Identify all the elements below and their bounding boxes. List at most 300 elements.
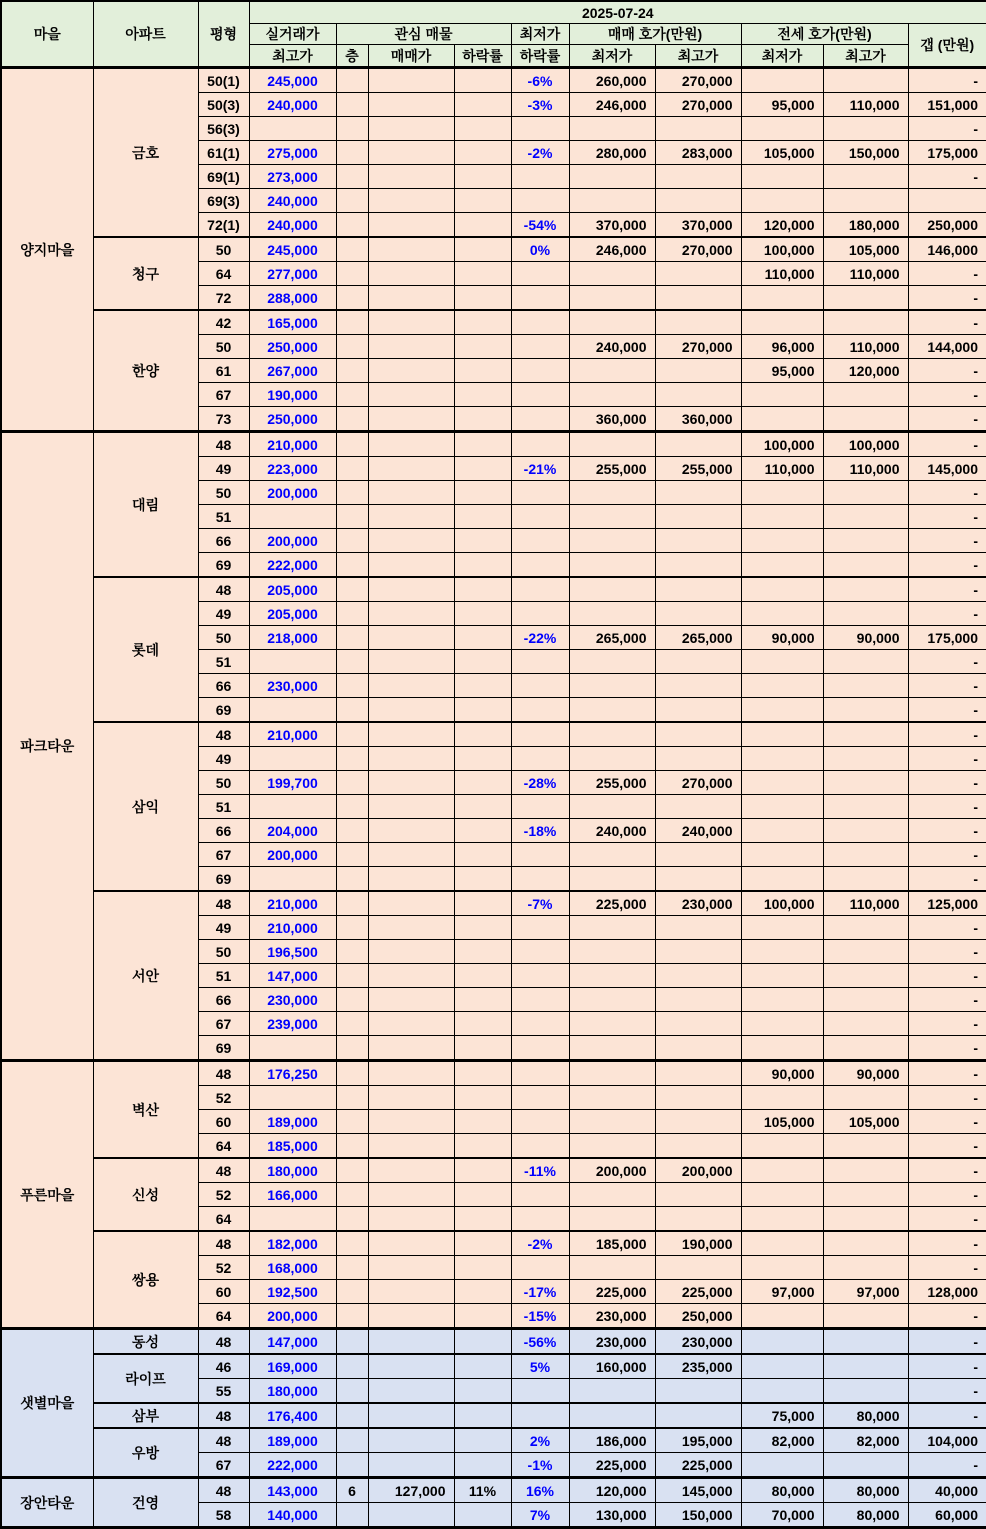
- deal-high-cell[interactable]: 180,000: [249, 1158, 336, 1183]
- size-cell[interactable]: 49: [198, 747, 249, 771]
- gap-cell[interactable]: 128,000: [908, 1280, 986, 1304]
- size-cell[interactable]: 52: [198, 1183, 249, 1207]
- drop-rate-cell[interactable]: [454, 1428, 511, 1453]
- floor-cell[interactable]: [336, 1012, 368, 1036]
- jeonse-min-cell[interactable]: [741, 843, 823, 867]
- gap-cell[interactable]: -: [908, 602, 986, 626]
- jeonse-max-cell[interactable]: [823, 68, 908, 93]
- deal-high-cell[interactable]: 267,000: [249, 359, 336, 383]
- sale-max-cell[interactable]: 370,000: [655, 213, 741, 238]
- sale-max-cell[interactable]: [655, 747, 741, 771]
- ask-price-cell[interactable]: [368, 1012, 454, 1036]
- deal-high-cell[interactable]: 200,000: [249, 481, 336, 505]
- sale-min-cell[interactable]: [569, 988, 655, 1012]
- deal-high-cell[interactable]: 218,000: [249, 626, 336, 650]
- apartment-cell[interactable]: 대림: [93, 432, 198, 578]
- size-cell[interactable]: 69: [198, 553, 249, 578]
- jeonse-max-cell[interactable]: [823, 165, 908, 189]
- jeonse-min-cell[interactable]: 80,000: [741, 1478, 823, 1503]
- drop-rate-cell[interactable]: [454, 819, 511, 843]
- apartment-cell[interactable]: 금호: [93, 68, 198, 238]
- sale-min-cell[interactable]: 246,000: [569, 93, 655, 117]
- floor-cell[interactable]: [336, 335, 368, 359]
- floor-cell[interactable]: [336, 141, 368, 165]
- gap-cell[interactable]: 151,000: [908, 93, 986, 117]
- jeonse-min-cell[interactable]: [741, 1012, 823, 1036]
- gap-cell[interactable]: -: [908, 1329, 986, 1355]
- header-sale-group[interactable]: 매매 호가(만원): [569, 24, 741, 45]
- drop-rate-cell[interactable]: [454, 1329, 511, 1355]
- jeonse-max-cell[interactable]: 150,000: [823, 141, 908, 165]
- drop-rate-cell[interactable]: [454, 843, 511, 867]
- sale-max-cell[interactable]: 230,000: [655, 1329, 741, 1355]
- sale-min-cell[interactable]: [569, 964, 655, 988]
- lowest-drop-cell[interactable]: [511, 529, 569, 553]
- lowest-drop-cell[interactable]: [511, 916, 569, 940]
- floor-cell[interactable]: [336, 1379, 368, 1404]
- jeonse-max-cell[interactable]: [823, 1231, 908, 1256]
- jeonse-max-cell[interactable]: 90,000: [823, 626, 908, 650]
- floor-cell[interactable]: [336, 359, 368, 383]
- size-cell[interactable]: 48: [198, 577, 249, 602]
- ask-price-cell[interactable]: [368, 1158, 454, 1183]
- sale-min-cell[interactable]: 120,000: [569, 1478, 655, 1503]
- jeonse-max-cell[interactable]: [823, 1012, 908, 1036]
- jeonse-min-cell[interactable]: [741, 940, 823, 964]
- gap-cell[interactable]: -: [908, 795, 986, 819]
- drop-rate-cell[interactable]: [454, 988, 511, 1012]
- header-jeonse-group[interactable]: 전세 호가(만원): [741, 24, 908, 45]
- floor-cell[interactable]: [336, 553, 368, 578]
- lowest-drop-cell[interactable]: [511, 505, 569, 529]
- deal-high-cell[interactable]: [249, 795, 336, 819]
- apartment-cell[interactable]: 청구: [93, 237, 198, 310]
- jeonse-min-cell[interactable]: [741, 698, 823, 723]
- sale-max-cell[interactable]: [655, 553, 741, 578]
- size-cell[interactable]: 51: [198, 795, 249, 819]
- jeonse-max-cell[interactable]: 105,000: [823, 1110, 908, 1134]
- deal-high-cell[interactable]: [249, 867, 336, 892]
- size-cell[interactable]: 73: [198, 407, 249, 432]
- drop-rate-cell[interactable]: [454, 1012, 511, 1036]
- floor-cell[interactable]: [336, 1036, 368, 1061]
- gap-cell[interactable]: -: [908, 867, 986, 892]
- drop-rate-cell[interactable]: [454, 93, 511, 117]
- floor-cell[interactable]: [336, 213, 368, 238]
- floor-cell[interactable]: [336, 1086, 368, 1110]
- deal-high-cell[interactable]: 140,000: [249, 1503, 336, 1528]
- gap-cell[interactable]: -: [908, 1158, 986, 1183]
- jeonse-min-cell[interactable]: [741, 189, 823, 213]
- apartment-cell[interactable]: 한양: [93, 310, 198, 432]
- drop-rate-cell[interactable]: [454, 335, 511, 359]
- sale-max-cell[interactable]: [655, 1403, 741, 1428]
- gap-cell[interactable]: -: [908, 964, 986, 988]
- ask-price-cell[interactable]: [368, 916, 454, 940]
- apartment-cell[interactable]: 쌍용: [93, 1231, 198, 1329]
- header-lowest[interactable]: 최저가: [511, 24, 569, 45]
- deal-high-cell[interactable]: [249, 1036, 336, 1061]
- gap-cell[interactable]: -: [908, 747, 986, 771]
- jeonse-max-cell[interactable]: [823, 1183, 908, 1207]
- lowest-drop-cell[interactable]: -54%: [511, 213, 569, 238]
- sale-min-cell[interactable]: [569, 867, 655, 892]
- size-cell[interactable]: 61(1): [198, 141, 249, 165]
- lowest-drop-cell[interactable]: [511, 1183, 569, 1207]
- jeonse-max-cell[interactable]: 80,000: [823, 1403, 908, 1428]
- sale-min-cell[interactable]: [569, 1012, 655, 1036]
- lowest-drop-cell[interactable]: [511, 602, 569, 626]
- gap-cell[interactable]: -: [908, 1036, 986, 1061]
- floor-cell[interactable]: [336, 1329, 368, 1355]
- sale-min-cell[interactable]: [569, 1256, 655, 1280]
- ask-price-cell[interactable]: [368, 529, 454, 553]
- apartment-cell[interactable]: 동성: [93, 1329, 198, 1355]
- lowest-drop-cell[interactable]: [511, 1110, 569, 1134]
- sale-min-cell[interactable]: 230,000: [569, 1304, 655, 1329]
- deal-high-cell[interactable]: 143,000: [249, 1478, 336, 1503]
- lowest-drop-cell[interactable]: -2%: [511, 1231, 569, 1256]
- size-cell[interactable]: 72(1): [198, 213, 249, 238]
- lowest-drop-cell[interactable]: -11%: [511, 1158, 569, 1183]
- jeonse-min-cell[interactable]: 97,000: [741, 1280, 823, 1304]
- header-jeonse-max[interactable]: 최고가: [823, 45, 908, 68]
- lowest-drop-cell[interactable]: [511, 698, 569, 723]
- jeonse-min-cell[interactable]: [741, 1134, 823, 1159]
- size-cell[interactable]: 50: [198, 626, 249, 650]
- deal-high-cell[interactable]: 200,000: [249, 529, 336, 553]
- lowest-drop-cell[interactable]: [511, 335, 569, 359]
- sale-min-cell[interactable]: [569, 916, 655, 940]
- sale-max-cell[interactable]: 265,000: [655, 626, 741, 650]
- floor-cell[interactable]: [336, 383, 368, 407]
- jeonse-min-cell[interactable]: [741, 68, 823, 93]
- ask-price-cell[interactable]: [368, 93, 454, 117]
- sale-max-cell[interactable]: [655, 964, 741, 988]
- lowest-drop-cell[interactable]: [511, 988, 569, 1012]
- sale-min-cell[interactable]: 225,000: [569, 1280, 655, 1304]
- drop-rate-cell[interactable]: [454, 1256, 511, 1280]
- sale-max-cell[interactable]: [655, 505, 741, 529]
- gap-cell[interactable]: -: [908, 359, 986, 383]
- floor-cell[interactable]: [336, 940, 368, 964]
- deal-high-cell[interactable]: 239,000: [249, 1012, 336, 1036]
- jeonse-max-cell[interactable]: [823, 1158, 908, 1183]
- jeonse-max-cell[interactable]: 80,000: [823, 1503, 908, 1528]
- size-cell[interactable]: 60: [198, 1110, 249, 1134]
- sale-max-cell[interactable]: 283,000: [655, 141, 741, 165]
- gap-cell[interactable]: -: [908, 1183, 986, 1207]
- floor-cell[interactable]: [336, 165, 368, 189]
- deal-high-cell[interactable]: 200,000: [249, 843, 336, 867]
- sale-max-cell[interactable]: [655, 1183, 741, 1207]
- sale-min-cell[interactable]: [569, 359, 655, 383]
- drop-rate-cell[interactable]: [454, 964, 511, 988]
- sale-max-cell[interactable]: 270,000: [655, 93, 741, 117]
- ask-price-cell[interactable]: [368, 237, 454, 262]
- jeonse-max-cell[interactable]: [823, 407, 908, 432]
- jeonse-min-cell[interactable]: [741, 1379, 823, 1404]
- floor-cell[interactable]: [336, 1354, 368, 1379]
- drop-rate-cell[interactable]: [454, 286, 511, 311]
- ask-price-cell[interactable]: [368, 940, 454, 964]
- ask-price-cell[interactable]: [368, 698, 454, 723]
- deal-high-cell[interactable]: 210,000: [249, 722, 336, 747]
- jeonse-max-cell[interactable]: 110,000: [823, 335, 908, 359]
- sale-min-cell[interactable]: [569, 383, 655, 407]
- deal-high-cell[interactable]: 210,000: [249, 891, 336, 916]
- lowest-drop-cell[interactable]: 5%: [511, 1354, 569, 1379]
- jeonse-max-cell[interactable]: [823, 505, 908, 529]
- sale-max-cell[interactable]: [655, 722, 741, 747]
- ask-price-cell[interactable]: [368, 1183, 454, 1207]
- drop-rate-cell[interactable]: [454, 1036, 511, 1061]
- sale-max-cell[interactable]: 270,000: [655, 237, 741, 262]
- ask-price-cell[interactable]: [368, 795, 454, 819]
- gap-cell[interactable]: -: [908, 916, 986, 940]
- lowest-drop-cell[interactable]: -1%: [511, 1453, 569, 1478]
- floor-cell[interactable]: [336, 1304, 368, 1329]
- header-size[interactable]: 평형: [198, 1, 249, 68]
- sale-min-cell[interactable]: [569, 117, 655, 141]
- ask-price-cell[interactable]: [368, 262, 454, 286]
- jeonse-max-cell[interactable]: 80,000: [823, 1478, 908, 1503]
- size-cell[interactable]: 64: [198, 1134, 249, 1159]
- deal-high-cell[interactable]: 205,000: [249, 577, 336, 602]
- jeonse-min-cell[interactable]: [741, 722, 823, 747]
- sale-min-cell[interactable]: [569, 1403, 655, 1428]
- sale-min-cell[interactable]: 225,000: [569, 1453, 655, 1478]
- lowest-drop-cell[interactable]: [511, 1061, 569, 1086]
- ask-price-cell[interactable]: [368, 213, 454, 238]
- drop-rate-cell[interactable]: [454, 117, 511, 141]
- ask-price-cell[interactable]: [368, 722, 454, 747]
- lowest-drop-cell[interactable]: [511, 481, 569, 505]
- floor-cell[interactable]: [336, 722, 368, 747]
- gap-cell[interactable]: -: [908, 529, 986, 553]
- ask-price-cell[interactable]: [368, 383, 454, 407]
- lowest-drop-cell[interactable]: [511, 867, 569, 892]
- jeonse-min-cell[interactable]: [741, 819, 823, 843]
- sale-max-cell[interactable]: [655, 359, 741, 383]
- size-cell[interactable]: 52: [198, 1256, 249, 1280]
- deal-high-cell[interactable]: 273,000: [249, 165, 336, 189]
- sale-min-cell[interactable]: [569, 262, 655, 286]
- deal-high-cell[interactable]: 240,000: [249, 213, 336, 238]
- ask-price-cell[interactable]: [368, 650, 454, 674]
- deal-high-cell[interactable]: 166,000: [249, 1183, 336, 1207]
- sale-min-cell[interactable]: 246,000: [569, 237, 655, 262]
- jeonse-min-cell[interactable]: [741, 1207, 823, 1232]
- sale-max-cell[interactable]: 235,000: [655, 1354, 741, 1379]
- sale-min-cell[interactable]: 255,000: [569, 457, 655, 481]
- sale-max-cell[interactable]: [655, 988, 741, 1012]
- size-cell[interactable]: 48: [198, 1478, 249, 1503]
- village-cell[interactable]: 푸른마을: [1, 1061, 93, 1329]
- sale-min-cell[interactable]: 230,000: [569, 1329, 655, 1355]
- lowest-drop-cell[interactable]: [511, 940, 569, 964]
- jeonse-min-cell[interactable]: [741, 505, 823, 529]
- ask-price-cell[interactable]: [368, 1061, 454, 1086]
- deal-high-cell[interactable]: 168,000: [249, 1256, 336, 1280]
- size-cell[interactable]: 48: [198, 1403, 249, 1428]
- size-cell[interactable]: 67: [198, 1012, 249, 1036]
- deal-high-cell[interactable]: 147,000: [249, 964, 336, 988]
- jeonse-max-cell[interactable]: [823, 577, 908, 602]
- drop-rate-cell[interactable]: [454, 1354, 511, 1379]
- deal-high-cell[interactable]: 204,000: [249, 819, 336, 843]
- ask-price-cell[interactable]: [368, 577, 454, 602]
- ask-price-cell[interactable]: [368, 432, 454, 457]
- ask-price-cell[interactable]: [368, 602, 454, 626]
- sale-min-cell[interactable]: [569, 189, 655, 213]
- sale-max-cell[interactable]: [655, 1256, 741, 1280]
- gap-cell[interactable]: -: [908, 988, 986, 1012]
- size-cell[interactable]: 50: [198, 481, 249, 505]
- deal-high-cell[interactable]: 245,000: [249, 237, 336, 262]
- sale-min-cell[interactable]: [569, 843, 655, 867]
- size-cell[interactable]: 67: [198, 843, 249, 867]
- sale-min-cell[interactable]: 370,000: [569, 213, 655, 238]
- jeonse-max-cell[interactable]: 110,000: [823, 93, 908, 117]
- jeonse-max-cell[interactable]: 90,000: [823, 1061, 908, 1086]
- gap-cell[interactable]: 125,000: [908, 891, 986, 916]
- floor-cell[interactable]: [336, 1158, 368, 1183]
- floor-cell[interactable]: [336, 843, 368, 867]
- header-apartment[interactable]: 아파트: [93, 1, 198, 68]
- floor-cell[interactable]: 6: [336, 1478, 368, 1503]
- gap-cell[interactable]: -: [908, 722, 986, 747]
- ask-price-cell[interactable]: [368, 843, 454, 867]
- drop-rate-cell[interactable]: [454, 577, 511, 602]
- floor-cell[interactable]: [336, 1503, 368, 1528]
- header-watch-group[interactable]: 관심 매물: [336, 24, 511, 45]
- lowest-drop-cell[interactable]: [511, 407, 569, 432]
- gap-cell[interactable]: 60,000: [908, 1503, 986, 1528]
- lowest-drop-cell[interactable]: [511, 674, 569, 698]
- drop-rate-cell[interactable]: [454, 553, 511, 578]
- deal-high-cell[interactable]: 250,000: [249, 335, 336, 359]
- ask-price-cell[interactable]: [368, 481, 454, 505]
- sale-min-cell[interactable]: 260,000: [569, 68, 655, 93]
- jeonse-min-cell[interactable]: [741, 867, 823, 892]
- jeonse-max-cell[interactable]: [823, 117, 908, 141]
- lowest-drop-cell[interactable]: [511, 432, 569, 457]
- deal-high-cell[interactable]: 230,000: [249, 674, 336, 698]
- drop-rate-cell[interactable]: [454, 1207, 511, 1232]
- gap-cell[interactable]: -: [908, 1304, 986, 1329]
- jeonse-max-cell[interactable]: [823, 674, 908, 698]
- lowest-drop-cell[interactable]: [511, 165, 569, 189]
- gap-cell[interactable]: -: [908, 1207, 986, 1232]
- sale-max-cell[interactable]: [655, 674, 741, 698]
- header-deal-high[interactable]: 최고가: [249, 45, 336, 68]
- sale-max-cell[interactable]: 270,000: [655, 771, 741, 795]
- sale-min-cell[interactable]: [569, 577, 655, 602]
- floor-cell[interactable]: [336, 1428, 368, 1453]
- deal-high-cell[interactable]: 165,000: [249, 310, 336, 335]
- lowest-drop-cell[interactable]: -7%: [511, 891, 569, 916]
- floor-cell[interactable]: [336, 1110, 368, 1134]
- gap-cell[interactable]: -: [908, 286, 986, 311]
- drop-rate-cell[interactable]: [454, 237, 511, 262]
- drop-rate-cell[interactable]: [454, 457, 511, 481]
- sale-min-cell[interactable]: [569, 698, 655, 723]
- lowest-drop-cell[interactable]: 2%: [511, 1428, 569, 1453]
- sale-max-cell[interactable]: [655, 577, 741, 602]
- size-cell[interactable]: 50: [198, 940, 249, 964]
- deal-high-cell[interactable]: 147,000: [249, 1329, 336, 1355]
- drop-rate-cell[interactable]: [454, 891, 511, 916]
- lowest-drop-cell[interactable]: [511, 553, 569, 578]
- header-sale-max[interactable]: 최고가: [655, 45, 741, 68]
- lowest-drop-cell[interactable]: -2%: [511, 141, 569, 165]
- sale-max-cell[interactable]: 270,000: [655, 68, 741, 93]
- floor-cell[interactable]: [336, 237, 368, 262]
- deal-high-cell[interactable]: 200,000: [249, 1304, 336, 1329]
- gap-cell[interactable]: -: [908, 1453, 986, 1478]
- jeonse-max-cell[interactable]: [823, 553, 908, 578]
- sale-max-cell[interactable]: 225,000: [655, 1453, 741, 1478]
- lowest-drop-cell[interactable]: -22%: [511, 626, 569, 650]
- gap-cell[interactable]: -: [908, 698, 986, 723]
- size-cell[interactable]: 69: [198, 698, 249, 723]
- size-cell[interactable]: 52: [198, 1086, 249, 1110]
- sale-min-cell[interactable]: [569, 747, 655, 771]
- sale-min-cell[interactable]: [569, 795, 655, 819]
- apartment-cell[interactable]: 서안: [93, 891, 198, 1061]
- sale-max-cell[interactable]: [655, 165, 741, 189]
- sale-max-cell[interactable]: 360,000: [655, 407, 741, 432]
- ask-price-cell[interactable]: [368, 1134, 454, 1159]
- apartment-cell[interactable]: 삼익: [93, 722, 198, 891]
- ask-price-cell[interactable]: [368, 747, 454, 771]
- drop-rate-cell[interactable]: [454, 1231, 511, 1256]
- village-cell[interactable]: 양지마을: [1, 68, 93, 432]
- lowest-drop-cell[interactable]: -56%: [511, 1329, 569, 1355]
- jeonse-min-cell[interactable]: [741, 117, 823, 141]
- jeonse-max-cell[interactable]: [823, 1086, 908, 1110]
- sale-min-cell[interactable]: 130,000: [569, 1503, 655, 1528]
- sale-min-cell[interactable]: [569, 553, 655, 578]
- deal-high-cell[interactable]: 189,000: [249, 1428, 336, 1453]
- sale-max-cell[interactable]: [655, 940, 741, 964]
- sale-min-cell[interactable]: [569, 1207, 655, 1232]
- jeonse-min-cell[interactable]: [741, 1256, 823, 1280]
- lowest-drop-cell[interactable]: [511, 1403, 569, 1428]
- ask-price-cell[interactable]: [368, 867, 454, 892]
- header-deal-price[interactable]: 실거래가: [249, 24, 336, 45]
- gap-cell[interactable]: 145,000: [908, 457, 986, 481]
- gap-cell[interactable]: -: [908, 1231, 986, 1256]
- gap-cell[interactable]: -: [908, 481, 986, 505]
- jeonse-min-cell[interactable]: [741, 383, 823, 407]
- size-cell[interactable]: 50: [198, 335, 249, 359]
- sale-min-cell[interactable]: [569, 529, 655, 553]
- ask-price-cell[interactable]: [368, 68, 454, 93]
- jeonse-min-cell[interactable]: [741, 1304, 823, 1329]
- jeonse-max-cell[interactable]: [823, 1354, 908, 1379]
- deal-high-cell[interactable]: 210,000: [249, 432, 336, 457]
- size-cell[interactable]: 66: [198, 988, 249, 1012]
- gap-cell[interactable]: -: [908, 383, 986, 407]
- ask-price-cell[interactable]: [368, 165, 454, 189]
- deal-high-cell[interactable]: 185,000: [249, 1134, 336, 1159]
- gap-cell[interactable]: -: [908, 674, 986, 698]
- apartment-cell[interactable]: 건영: [93, 1478, 198, 1528]
- drop-rate-cell[interactable]: [454, 383, 511, 407]
- lowest-drop-cell[interactable]: [511, 1207, 569, 1232]
